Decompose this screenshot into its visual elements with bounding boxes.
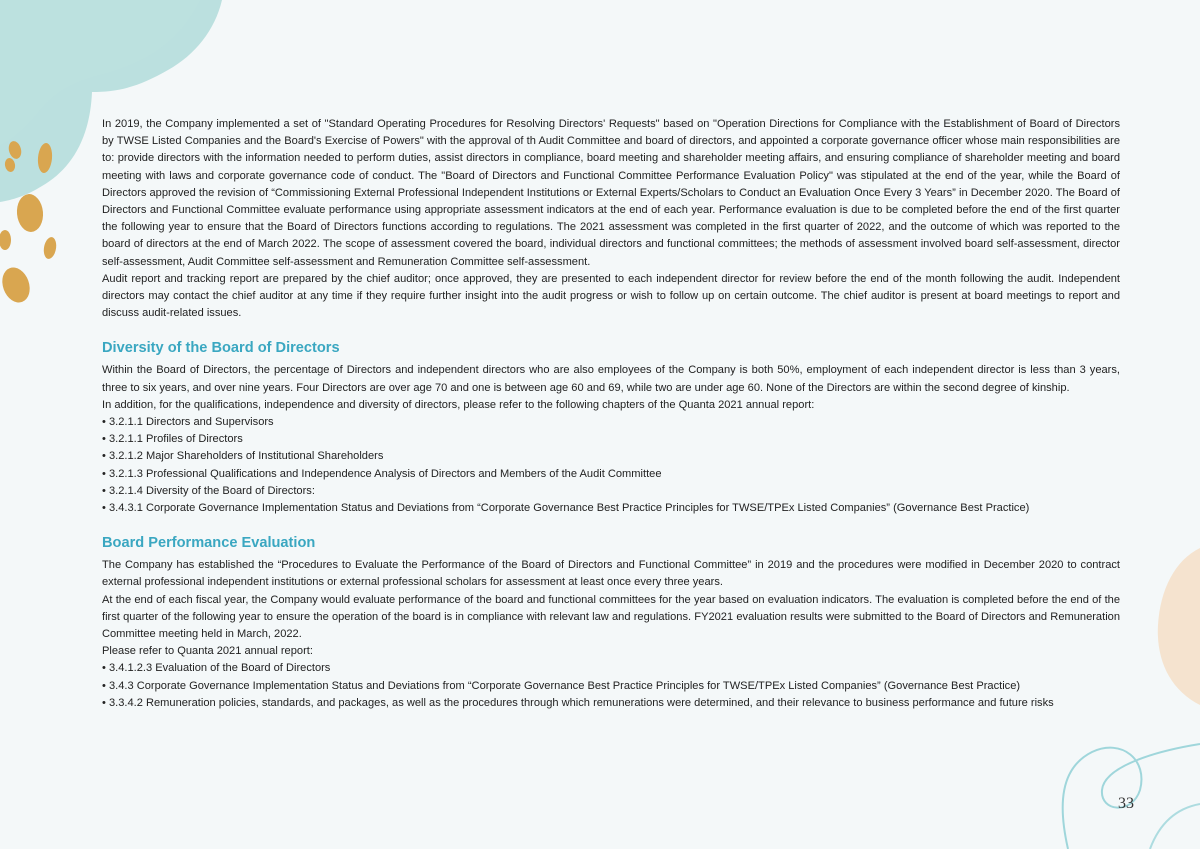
evaluation-section — [102, 533, 1120, 712]
evaluation-paragraph-2: At the end of each fiscal year, the Company would evaluate performance of the board and functional committees for the year based on evaluation indicators. The evaluation is completed before the end of the first quarter of the following year to ensure the operation of the board is in compliance with relevant law and regulations. FY2021 evaluation results were submitted to the Board of Directors and Remuneration Committee meeting held in March, 2022. — [102, 593, 1120, 641]
list-item: • 3.2.1.1 Profiles of Directors — [102, 431, 1120, 448]
list-item: • 3.3.4.2 Remuneration policies, standards, and packages, as well as the procedures through which remunerations were determined, and their relevance to business performance and future risks — [102, 695, 1120, 712]
list-item: • 3.2.1.3 Professional Qualifications and Independence Analysis of Directors and Members of the Audit Committee — [102, 466, 1120, 483]
evaluation-paragraph-1: The Company has established the “Procedures to Evaluate the Performance of the Board of Directors and Functional Committee” in 2019 and the procedures were modified in December 2020 to contract external professional independent institutions or external professional scholars for assessment at least once every three years. — [102, 559, 1120, 589]
page-number: 33 — [1118, 795, 1134, 812]
list-item: • 3.2.1.2 Major Shareholders of Institutional Shareholders — [102, 448, 1120, 465]
evaluation-reference-list — [102, 660, 1120, 712]
evaluation-paragraph-3: Please refer to Quanta 2021 annual report: — [102, 645, 313, 658]
intro-paragraph-1: In 2019, the Company implemented a set of "Standard Operating Procedures for Resolving Directors' Requests" based on "Operation Directions for Compliance with the Establishment of Board of Directors by TWSE Listed Companies and the Board's Exercise of Powers" with the approval of th Audit Committee and board of directors, and appointed a corporate governance officer whose main responsibilities are to: provide directors with the information needed to perform duties, assist directors in compliance, board meeting and shareholder meeting affairs, and ensuring compliance of shareholder meeting and board meeting with laws and corporate governance code of conduct. The "Board of Directors and Functional Committee Performance Evaluation Policy" was stipulated at the end of the year, while the Board of Directors approved the revision of “Commissioning External Professional Independent Institutions or External Experts/Scholars to Conduct an Evaluation Once Every 3 Years” in December 2020. The Board of Directors and Functional Committee evaluate performance using appropriate assessment indicators at the end of each year. Performance evaluation is due to be completed before the end of the first quarter the following year to ensure that the Board of Directors functions according to regulations. The 2021 assessment was completed in the first quarter of 2022, and the outcome of which was reported to the board of directors at the end of March 2022. The scope of assessment covered the board, individual directors and functional committees; the methods of assessment involved board self-assessment, director self-assessment, Audit Committee self-assessment and Remuneration Committee self-assessment. — [102, 118, 1120, 268]
diversity-reference-list — [102, 414, 1120, 517]
main-content — [102, 116, 1120, 712]
diversity-section — [102, 338, 1120, 517]
list-item: • 3.4.3 Corporate Governance Implementation Status and Deviations from “Corporate Governance Best Practice Principles for TWSE/TPEx Listed Companies” (Governance Best Practice) — [102, 678, 1120, 695]
diversity-paragraph-1: Within the Board of Directors, the percentage of Directors and independent directors who are also employees of the Company is both 50%, employment of each independent director is less than 3 years, three to six years, and over nine years. Four Directors are over age 70 and one is between age 60 and 69, while two are under age 60. None of the Directors are within the second degree of kinship. — [102, 364, 1120, 394]
list-item: • 3.2.1.1 Directors and Supervisors — [102, 414, 1120, 431]
list-item: • 3.2.1.4 Diversity of the Board of Directors: — [102, 483, 1120, 500]
diversity-heading: Diversity of the Board of Directors — [102, 340, 340, 357]
peach-watercolor-blob — [1158, 548, 1200, 705]
intro-paragraph-2: Audit report and tracking report are prepared by the chief auditor; once approved, they are presented to each independent director for review before the end of the month following the audit. Independent directors may contact the chief auditor at any time if they require further insight into the audit progress or wish to follow up on certain outcome. The chief auditor is present at board meetings to report and discuss audit-related issues. — [102, 272, 1120, 320]
intro-section — [102, 116, 1120, 322]
list-item: • 3.4.1.2.3 Evaluation of the Board of Directors — [102, 660, 1120, 677]
list-item: • 3.4.3.1 Corporate Governance Implementation Status and Deviations from “Corporate Governance Best Practice Principles for TWSE/TPEx Listed Companies” (Governance Best Practice) — [102, 500, 1120, 517]
diversity-paragraph-2: In addition, for the qualifications, independence and diversity of directors, please refer to the following chapters of the Quanta 2021 annual report: — [102, 398, 815, 411]
evaluation-heading: Board Performance Evaluation — [102, 535, 316, 552]
